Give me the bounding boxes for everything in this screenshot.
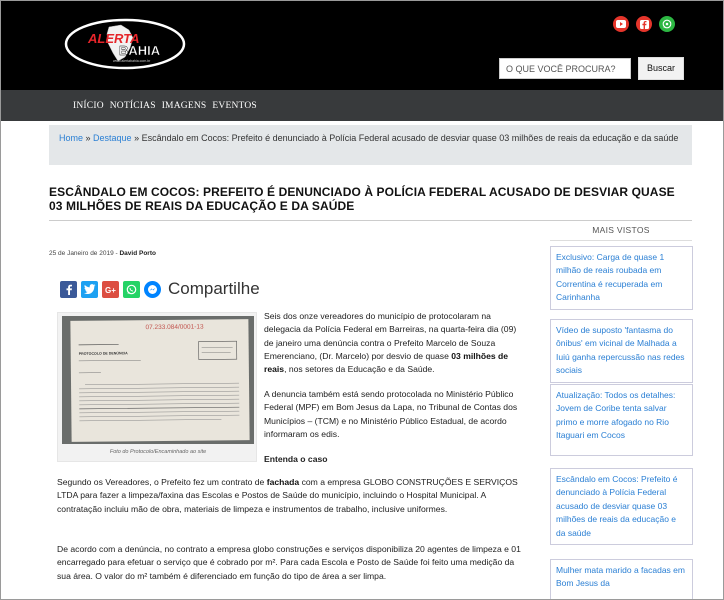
protocol-document-photo[interactable] xyxy=(62,316,254,444)
nav-item-inicio[interactable]: INÍCIO xyxy=(73,100,104,111)
post-meta xyxy=(49,250,156,257)
post-date: 25 de Janeiro de 2019 xyxy=(49,250,114,257)
most-viewed-link[interactable]: Escândalo em Cocos: Prefeito é denunciado à Polícia Federal acusado de desviar quase 03 milhões de reais da educação e da saúde xyxy=(550,468,693,545)
whatsapp-icon[interactable] xyxy=(659,16,675,32)
section-subheading: Entenda o caso xyxy=(264,454,328,464)
document-number: 07.233.084/0001-13 xyxy=(145,323,204,332)
logo-tagline: www.alertabahia.com.br xyxy=(113,59,151,63)
article-paragraph: Seis dos onze vereadores do município de protocolaram na delegacia da Polícia Federal em Barreiras, na quarta-feira dia (09) de janeiro uma denúncia contra o Prefeito Marcelo de Souza Emerenciano, (Dr. Marcelo) por desvio de quase 03 milhões de reais, nos setores da Educação e da Saúde. xyxy=(264,311,517,375)
logo-word-alerta: ALERTA xyxy=(88,31,140,46)
most-viewed-link[interactable]: Atualização: Todos os detalhes: Jovem de Coribe tenta salvar primo e morre afogado no Rio Itaguari em Cocos xyxy=(550,384,693,456)
search-button[interactable]: Buscar xyxy=(638,57,684,80)
site-logo[interactable] xyxy=(63,17,187,71)
twitter-share-icon[interactable] xyxy=(81,281,98,298)
whatsapp-share-icon[interactable] xyxy=(123,281,140,298)
most-viewed-link[interactable]: Mulher mata marido a facadas em Bom Jesus da xyxy=(550,559,693,600)
most-viewed-link[interactable]: Exclusivo: Carga de quase 1 milhão de reais roubada em Correntina é recuperada em Carinhanha xyxy=(550,246,693,310)
article-figure xyxy=(57,312,257,462)
sidebar xyxy=(550,219,693,600)
nav-item-noticias[interactable]: NOTÍCIAS xyxy=(109,100,156,111)
post-author[interactable]: David Porto xyxy=(119,250,156,257)
breadcrumb-section-link[interactable]: Destaque xyxy=(93,133,132,143)
facebook-share-icon[interactable] xyxy=(60,281,77,298)
facebook-icon[interactable] xyxy=(636,16,652,32)
site-header xyxy=(1,1,724,90)
sidebar-heading: MAIS VISTOS xyxy=(550,219,692,241)
logo-word-bahia: BAHIA xyxy=(119,43,161,58)
svg-text:G+: G+ xyxy=(104,285,116,294)
breadcrumb-current: Escândalo em Cocos: Prefeito é denunciado à Polícia Federal acusado de desviar quase 03 milhões de reais da educação e da saúde xyxy=(141,133,679,143)
breadcrumb xyxy=(49,125,692,165)
breadcrumb-separator: » xyxy=(131,133,142,143)
share-label: Compartilhe xyxy=(168,279,260,298)
breadcrumb-home-link[interactable]: Home xyxy=(59,133,84,143)
most-viewed-link[interactable]: Vídeo de suposto 'fantasma do ônibus' em vicinal de Malhada a Iuiú ganha repercussão nas redes sociais xyxy=(550,319,693,383)
nav-item-eventos[interactable]: EVENTOS xyxy=(212,100,257,111)
article-paragraph: A denuncia também está sendo protocolada no Ministério Público Federal (MPF) em Bom Jesus da Lapa, no Tribunal de Contas dos Municípios – (TCM) e no Ministério Público Estadual, de acordo informaram os edis. xyxy=(264,389,518,439)
nav-item-imagens[interactable]: IMAGENS xyxy=(161,100,207,111)
messenger-share-icon[interactable] xyxy=(144,281,161,298)
google-plus-share-icon[interactable] xyxy=(102,281,119,298)
breadcrumb-separator: » xyxy=(83,133,94,143)
figure-caption: Foto do Protocolo/Encaminhado ao site xyxy=(109,449,207,455)
document-header: PROTOCOLO DE DENÚNCIA xyxy=(78,351,128,356)
article-paragraph: Segundo os Vereadores, o Prefeito fez um contrato de fachada com a empresa GLOBO CONSTRUÇÕES E SERVIÇOS LTDA para fazer a limpeza/faxina das Escolas e Postos de Saúde do município, incluindo o Hospital Municipal. A contratação incluiu mão de obra, materiais de limpeza e instrumentos de trabalho, inclusive uniformes. xyxy=(57,477,518,514)
search-input[interactable] xyxy=(499,58,631,79)
article-paragraph: De acordo com a denúncia, no contrato a empresa globo construções e serviços disponibiliza 20 agentes de limpeza e 01 encarregado para efetuar o serviço que é cobrado por m². Para cada Escola e Posto de Saúde foi feito uma medição da sua área. O valor do m² também é diferenciado em função do tipo de área a ser limpa. xyxy=(57,544,521,581)
document-paper xyxy=(70,319,249,442)
article-title: ESCÂNDALO EM COCOS: PREFEITO É DENUNCIADO À POLÍCIA FEDERAL ACUSADO DE DESVIAR QUASE 03 MILHÕES DE REAIS DA EDUCAÇÃO E DA SAÚDE xyxy=(49,185,675,213)
youtube-icon[interactable] xyxy=(613,16,629,32)
share-bar xyxy=(60,280,260,298)
social-links xyxy=(613,16,675,32)
meta-separator: - xyxy=(113,250,120,257)
main-nav xyxy=(1,90,724,121)
